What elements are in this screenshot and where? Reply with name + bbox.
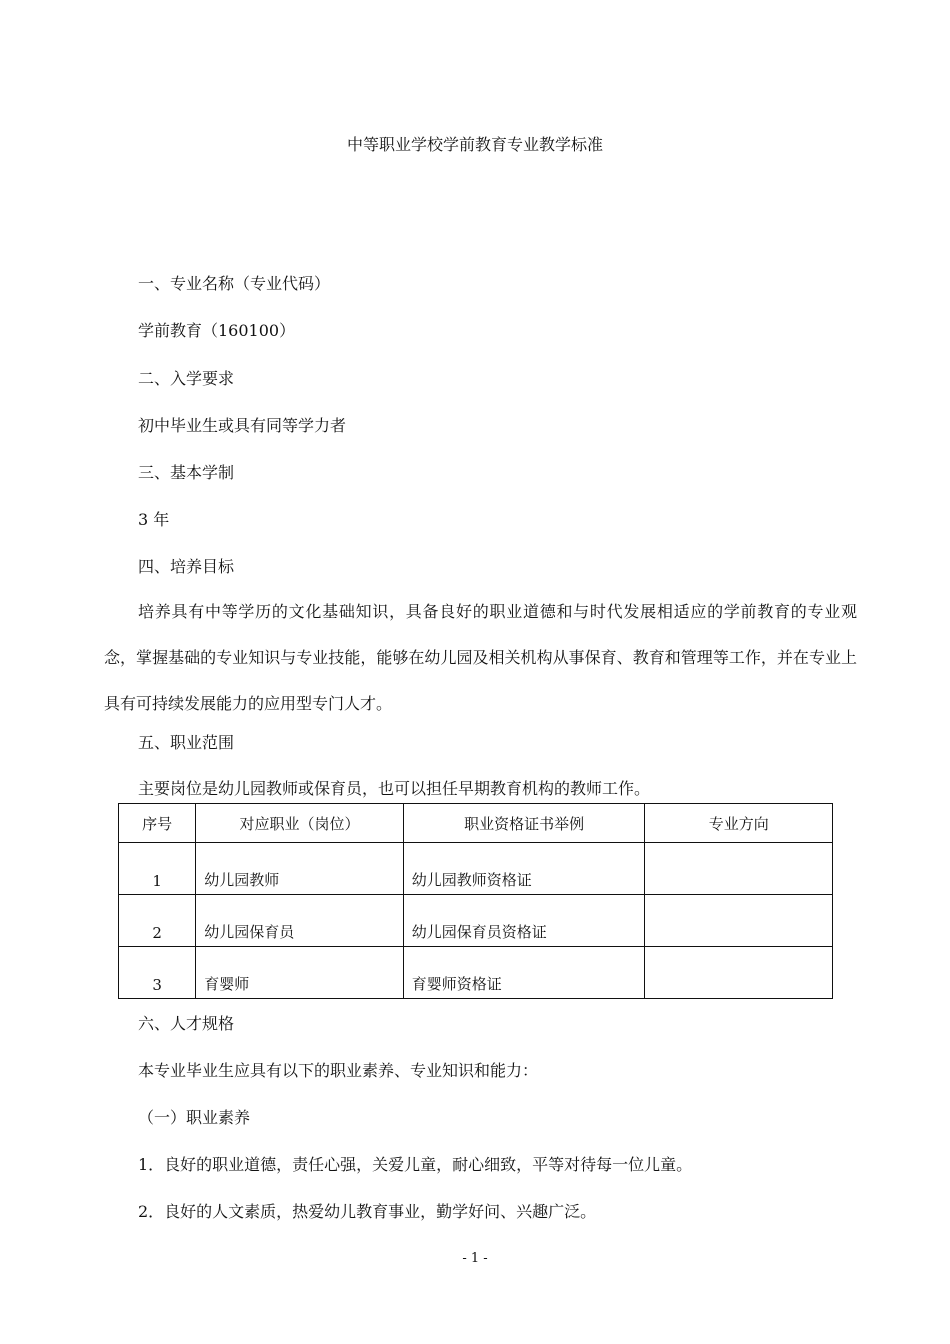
table-cell xyxy=(645,947,833,999)
column-header: 对应职业（岗位） xyxy=(196,804,404,843)
table-row xyxy=(119,947,833,999)
section-content-admission: 初中毕业生或具有同等学力者 xyxy=(138,416,347,435)
page-number: - 1 - xyxy=(462,1251,488,1266)
table-cell: 幼儿园教师 xyxy=(196,843,404,895)
table-cell: 2 xyxy=(119,895,196,947)
section-heading-objectives: 四、培养目标 xyxy=(138,557,235,576)
table-header-row xyxy=(119,804,833,843)
table-cell: 幼儿园保育员 xyxy=(196,895,404,947)
table-cell: 幼儿园保育员资格证 xyxy=(403,895,645,947)
section-heading-talent-spec: 六、人才规格 xyxy=(138,1014,235,1033)
table-cell xyxy=(645,895,833,947)
section-content-career-scope: 主要岗位是幼儿园教师或保育员，也可以担任早期教育机构的教师工作。 xyxy=(138,779,651,798)
list-item: 1．良好的职业道德，责任心强，关爱儿童，耐心细致，平等对待每一位儿童。 xyxy=(138,1155,693,1174)
table-cell: 3 xyxy=(119,947,196,999)
table-cell xyxy=(645,843,833,895)
table-row xyxy=(119,895,833,947)
section-content-objectives: 培养具有中等学历的文化基础知识，具备良好的职业道德和与时代发展相适应的学前教育的专业观念，掌握基础的专业知识与专业技能，能够在幼儿园及相关机构从事保育、教育和管理等工作，并在专业上具有可持续发展能力的应用型专门人才。 xyxy=(104,602,857,713)
subsection-heading: （一）职业素养 xyxy=(138,1108,251,1127)
document-title: 中等职业学校学前教育专业教学标准 xyxy=(346,135,603,154)
table-row xyxy=(119,843,833,895)
column-header: 职业资格证书举例 xyxy=(403,804,645,843)
section-content-major-name: 学前教育（160100） xyxy=(138,321,296,340)
career-table xyxy=(118,803,833,999)
column-header: 专业方向 xyxy=(645,804,833,843)
table-cell: 育婴师资格证 xyxy=(403,947,645,999)
column-header: 序号 xyxy=(119,804,196,843)
section-content-talent-spec: 本专业毕业生应具有以下的职业素养、专业知识和能力： xyxy=(138,1061,539,1080)
table-cell: 育婴师 xyxy=(196,947,404,999)
table-cell: 1 xyxy=(119,843,196,895)
table-cell: 幼儿园教师资格证 xyxy=(403,843,645,895)
list-item: 2．良好的人文素质，热爱幼儿教育事业，勤学好问、兴趣广泛。 xyxy=(138,1202,597,1221)
section-content-duration: 3 年 xyxy=(138,510,170,529)
section-heading-duration: 三、基本学制 xyxy=(138,463,235,482)
section-heading-admission: 二、入学要求 xyxy=(138,369,235,388)
section-heading-career-scope: 五、职业范围 xyxy=(138,733,235,752)
section-heading-major-name: 一、专业名称（专业代码） xyxy=(138,274,331,293)
